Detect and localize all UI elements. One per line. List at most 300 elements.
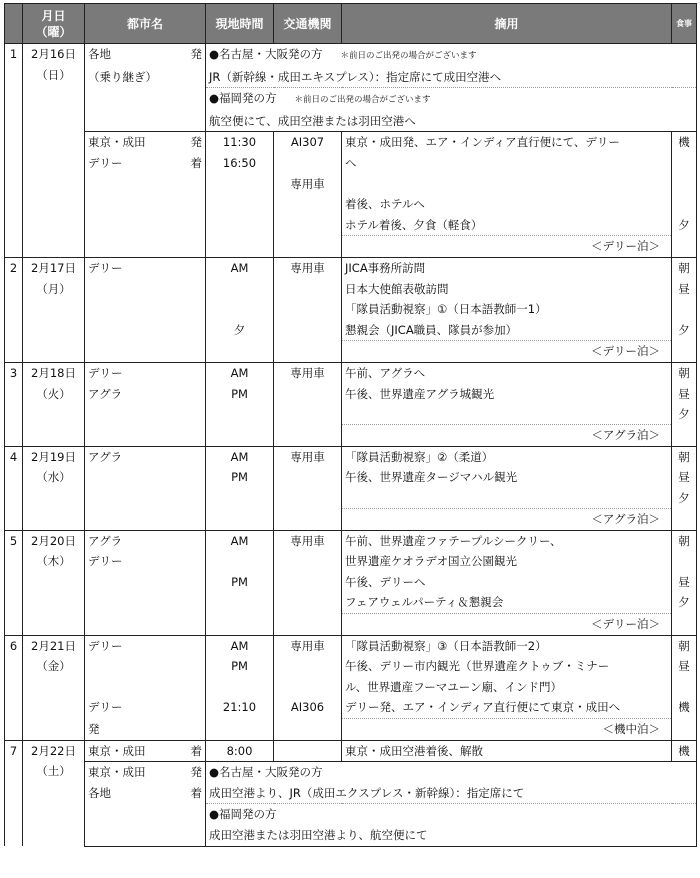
local-time [206,425,274,447]
city-name: 東京・成田 [88,743,146,758]
city-cell [85,299,206,320]
local-time [206,279,274,300]
city-cell [85,677,206,698]
overnight-stay [342,614,672,636]
city-line [88,153,202,174]
city-line [88,741,202,762]
description [342,467,672,488]
transport [274,236,342,258]
table-row [5,740,697,761]
city-cell [85,509,206,531]
transfer-text: 航空便にて、成田空港または羽田空港へ [209,113,416,128]
table-row [5,551,697,572]
city-line [88,762,202,783]
city-cell [85,111,206,132]
local-time: PM [206,656,274,677]
description-text: へ [345,155,357,170]
description [342,446,672,467]
local-time [206,215,274,236]
city-cell [85,88,206,111]
transport [274,194,342,215]
transport [274,677,342,698]
local-time: AM [206,530,274,551]
city-name: アグラ [88,533,123,548]
city-cell [85,635,206,656]
city-cell [85,194,206,215]
city-cell [85,174,206,195]
local-time: PM [206,572,274,593]
day-number: 1 [5,44,23,258]
local-time [206,236,274,258]
transport [274,488,342,509]
day-date [23,635,85,740]
city-cell [85,572,206,593]
description [342,530,672,551]
meal: 機 [672,132,697,153]
local-time [206,677,274,698]
city-line [88,132,202,153]
date-text: 2月19日 [31,449,76,464]
transfer-notice: ＊前日のご出発の場合がございます [294,95,431,106]
meal: 夕 [672,215,697,236]
description-text: 午前、世界遺産ファテープルシークリー、 [345,533,562,548]
city-cell [85,44,206,67]
local-time [206,719,274,741]
city-cell [85,592,206,613]
meal [672,194,697,215]
city-cell [85,279,206,300]
table-row [5,804,697,825]
city-name: 東京・成田 [88,135,146,150]
transport [274,467,342,488]
table-row [5,656,697,677]
city-cell [85,467,206,488]
transport [274,384,342,405]
city-cell [85,656,206,677]
local-time: 夕 [206,320,274,341]
description-text: デリー発、エア・インディア直行便にて東京・成田へ [345,700,621,715]
meal [672,719,697,741]
table-row [5,697,697,718]
meal [672,677,697,698]
city-cell [85,236,206,258]
meal [672,299,697,320]
table-row [5,530,697,551]
city-line [88,783,202,804]
meal [672,236,697,258]
date-text: 2月17日 [31,260,76,275]
overnight-stay-text: ＜アグラ泊＞ [591,512,660,527]
meal: 昼 [672,572,697,593]
city-cell [85,404,206,425]
description [342,257,672,278]
table-row [5,194,697,215]
description [342,677,672,698]
local-time: 16:50 [206,153,274,174]
meal: 昼 [672,279,697,300]
city-line [88,44,202,65]
date-text: 2月20日 [31,533,76,548]
table-row [5,44,697,67]
local-time: PM [206,384,274,405]
meal [672,341,697,363]
meal: 夕 [672,488,697,509]
table-row [5,762,697,783]
meal [672,509,697,531]
overnight-stay [342,341,672,363]
local-time: 11:30 [206,132,274,153]
description [342,362,672,383]
local-time: AM [206,257,274,278]
city-cell [85,530,206,551]
local-time: AM [206,362,274,383]
city-cell [85,384,206,405]
table-row [5,572,697,593]
transfer-note [206,111,697,132]
day-number: 4 [5,446,23,530]
description-text: ホテル着後、夕食（軽食） [345,217,483,232]
city-cell [85,825,206,846]
transfer-note [206,825,697,846]
table-row [5,362,697,383]
transfer-note [206,44,697,67]
day-date [23,530,85,635]
description [342,153,672,174]
city-name: アグラ [88,449,123,464]
table-row [5,320,697,341]
transfer-heading: ●福岡発の方 [209,91,277,106]
header-city: 都市名 [85,4,206,44]
table-row [5,592,697,613]
city-name: 各地 [88,47,111,61]
description-text: 午後、デリー市内観光（世界遺産クトゥブ・ミナー [345,659,610,674]
city-cell [85,67,206,88]
meal [672,153,697,174]
weekday-text: （土） [36,764,71,779]
local-time: AM [206,635,274,656]
description [342,132,672,153]
description [342,215,672,236]
table-row [5,257,697,278]
city-line [88,719,202,740]
header-day-number [5,4,23,44]
table-row [5,509,697,531]
local-time [206,592,274,613]
transport [274,551,342,572]
city-cell [85,215,206,236]
meal: 機 [672,697,697,718]
description-text: 午後、デリーへ [345,574,426,589]
table-row [5,677,697,698]
local-time: 8:00 [206,740,274,761]
local-time [206,299,274,320]
weekday-text: （月） [36,281,71,296]
overnight-stay [342,236,672,258]
description [342,551,672,572]
city-name: 発 [88,721,100,736]
description-text: 世界遺産ケオラデオ国立公園観光 [345,554,518,569]
header-description: 摘用 [342,4,672,44]
city-name: （乗り継ぎ） [88,69,157,84]
transport [274,279,342,300]
itinerary-table [4,3,697,847]
city-cell [85,488,206,509]
city-name: 東京・成田 [88,765,146,780]
description-text: JICA事務所訪問 [345,260,426,275]
meal: 朝 [672,635,697,656]
transport [274,509,342,531]
city-arrival-departure: 発 [190,135,202,150]
meal: 夕 [672,320,697,341]
header-local-time: 現地時間 [206,4,274,44]
city-cell [85,783,206,804]
city-name: デリー [88,155,123,170]
description [342,656,672,677]
table-row [5,153,697,174]
city-cell [85,257,206,278]
local-time [206,341,274,363]
city-cell [85,804,206,825]
overnight-stay-text: ＜デリー泊＞ [591,239,660,254]
description-text: 午後、世界遺産タージマハル観光 [345,470,518,485]
meal [672,551,697,572]
table-row [5,614,697,636]
table-row [5,174,697,195]
day-number: 7 [5,740,23,846]
weekday-text: （火） [36,386,71,401]
city-arrival-departure: 着 [190,743,202,758]
transfer-heading: ●名古屋・大阪発の方 [209,765,323,780]
transport: AI306 [274,697,342,718]
overnight-stay-text: ＜アグラ泊＞ [591,428,660,443]
overnight-stay-text: ＜デリー泊＞ [591,617,660,632]
meal [672,174,697,195]
city-line [88,67,202,88]
transport: 専用車 [274,174,342,195]
city-cell [85,425,206,447]
city-cell [85,697,206,718]
weekday-text: （木） [36,554,71,569]
local-time: AM [206,446,274,467]
transfer-note [206,88,697,111]
date-text: 2月21日 [31,638,76,653]
day-date [23,44,85,258]
transport: AI307 [274,132,342,153]
description [342,279,672,300]
transport [274,656,342,677]
table-row [5,783,697,804]
transfer-notice: ＊前日のご出発の場合がございます [340,51,477,61]
itinerary-body [5,44,697,847]
city-name: デリー [88,700,123,715]
local-time [206,614,274,636]
city-name: デリー [88,554,123,569]
table-row [5,635,697,656]
overnight-stay-text: ＜デリー泊＞ [591,344,660,359]
city-name: デリー [88,260,123,275]
city-cell [85,153,206,174]
day-number: 6 [5,635,23,740]
description [342,592,672,613]
city-line [88,531,202,552]
description [342,719,672,741]
description-text: 東京・成田空港着後、解散 [345,743,483,758]
header-date [23,4,85,44]
city-cell [85,362,206,383]
transport [274,592,342,613]
table-row [5,825,697,846]
description-text: 午前、アグラへ [345,365,426,380]
table-row [5,215,697,236]
table-row [5,236,697,258]
day-date [23,362,85,446]
description-text: 日本大使館表敬訪問 [345,281,449,296]
transfer-heading: ●名古屋・大阪発の方 [209,47,323,61]
city-line [88,384,202,405]
local-time: 21:10 [206,697,274,718]
overnight-stay [342,509,672,531]
city-cell [85,446,206,467]
city-cell [85,341,206,363]
description-text: 東京・成田発、エア・インディア直行便にて、デリー [345,135,620,150]
meal: 朝 [672,530,697,551]
city-line [88,551,202,572]
description [342,404,672,425]
description-text: 「隊員活動視察」①（日本語教師一1） [345,302,547,317]
table-row [5,111,697,132]
meal: 朝 [672,362,697,383]
weekday-text: （水） [36,470,71,485]
weekday-text: （金） [36,659,71,674]
transfer-text: 成田空港より、JR（成田エクスプレス・新幹線）：指定席にて [209,785,525,800]
meal: 昼 [672,467,697,488]
local-time [206,551,274,572]
description [342,194,672,215]
meal: 朝 [672,257,697,278]
transport: 専用車 [274,362,342,383]
table-row [5,279,697,300]
transport [274,320,342,341]
day-number: 2 [5,257,23,362]
transfer-text: JR（新幹線・成田エキスプレス）：指定席にて成田空港へ [209,69,502,84]
day-date [23,446,85,530]
header-weekday-label: （曜） [35,24,72,39]
weekday-text: （日） [36,67,71,82]
header-meal: 食事 [672,4,697,44]
description [342,488,672,509]
description [342,740,672,761]
meal [672,425,697,447]
description [342,174,672,195]
transfer-note [206,804,697,825]
transfer-heading: ●福岡発の方 [209,807,277,822]
city-name: デリー [88,638,123,653]
transfer-note [206,783,697,804]
city-cell [85,719,206,741]
city-cell [85,551,206,572]
table-row [5,88,697,111]
day-date [23,257,85,362]
meal: 夕 [672,592,697,613]
table-row [5,67,697,88]
table-row [5,488,697,509]
date-text: 2月18日 [31,365,76,380]
description-text: ル、世界遺産フーマユーン廟、インド門） [345,679,563,694]
table-row [5,404,697,425]
meal: 昼 [672,656,697,677]
transfer-text: 成田空港または羽田空港より、航空便にて [209,827,428,842]
transport [274,740,342,761]
city-line [88,447,202,468]
header-date-label: 月日 [41,8,66,23]
date-text: 2月22日 [31,743,76,758]
transport [274,153,342,174]
table-row [5,719,697,741]
local-time [206,404,274,425]
city-arrival-departure: 発 [190,47,202,61]
date-text: 2月16日 [31,47,76,61]
header-transport: 交通機関 [274,4,342,44]
description [342,572,672,593]
city-arrival-departure: 着 [190,155,202,170]
transport [274,341,342,363]
day-date [23,740,85,846]
city-cell [85,614,206,636]
table-row [5,384,697,405]
meal: 昼 [672,384,697,405]
city-cell [85,762,206,783]
city-name: デリー [88,365,123,380]
overnight-stay: ＜機中泊＞ [602,722,660,736]
description [342,697,672,718]
transport: 専用車 [274,446,342,467]
transport: 専用車 [274,530,342,551]
city-cell [85,740,206,761]
description-text: 午後、世界遺産アグラ城観光 [345,386,495,401]
description-text: フェアウェルパーティ＆懇親会 [345,595,504,610]
city-arrival-departure: 発 [190,765,202,780]
meal [672,614,697,636]
description-text: 懇親会（JICA職員、隊員が参加） [345,322,518,337]
table-row [5,299,697,320]
overnight-stay [342,425,672,447]
day-number: 5 [5,530,23,635]
meal: 夕 [672,404,697,425]
transport [274,299,342,320]
table-row [5,467,697,488]
city-name: 各地 [88,785,111,800]
city-arrival-departure: 着 [190,785,202,800]
description [342,635,672,656]
local-time [206,174,274,195]
city-line [88,636,202,657]
city-name: アグラ [88,386,123,401]
city-line [88,258,202,279]
meal: 朝 [672,446,697,467]
table-row [5,132,697,153]
description [342,384,672,405]
transport [274,215,342,236]
city-cell [85,320,206,341]
transport [274,614,342,636]
transport [274,572,342,593]
local-time: PM [206,467,274,488]
table-row [5,341,697,363]
local-time [206,509,274,531]
table-header [5,4,697,44]
transfer-note [206,67,697,88]
city-line [88,697,202,718]
